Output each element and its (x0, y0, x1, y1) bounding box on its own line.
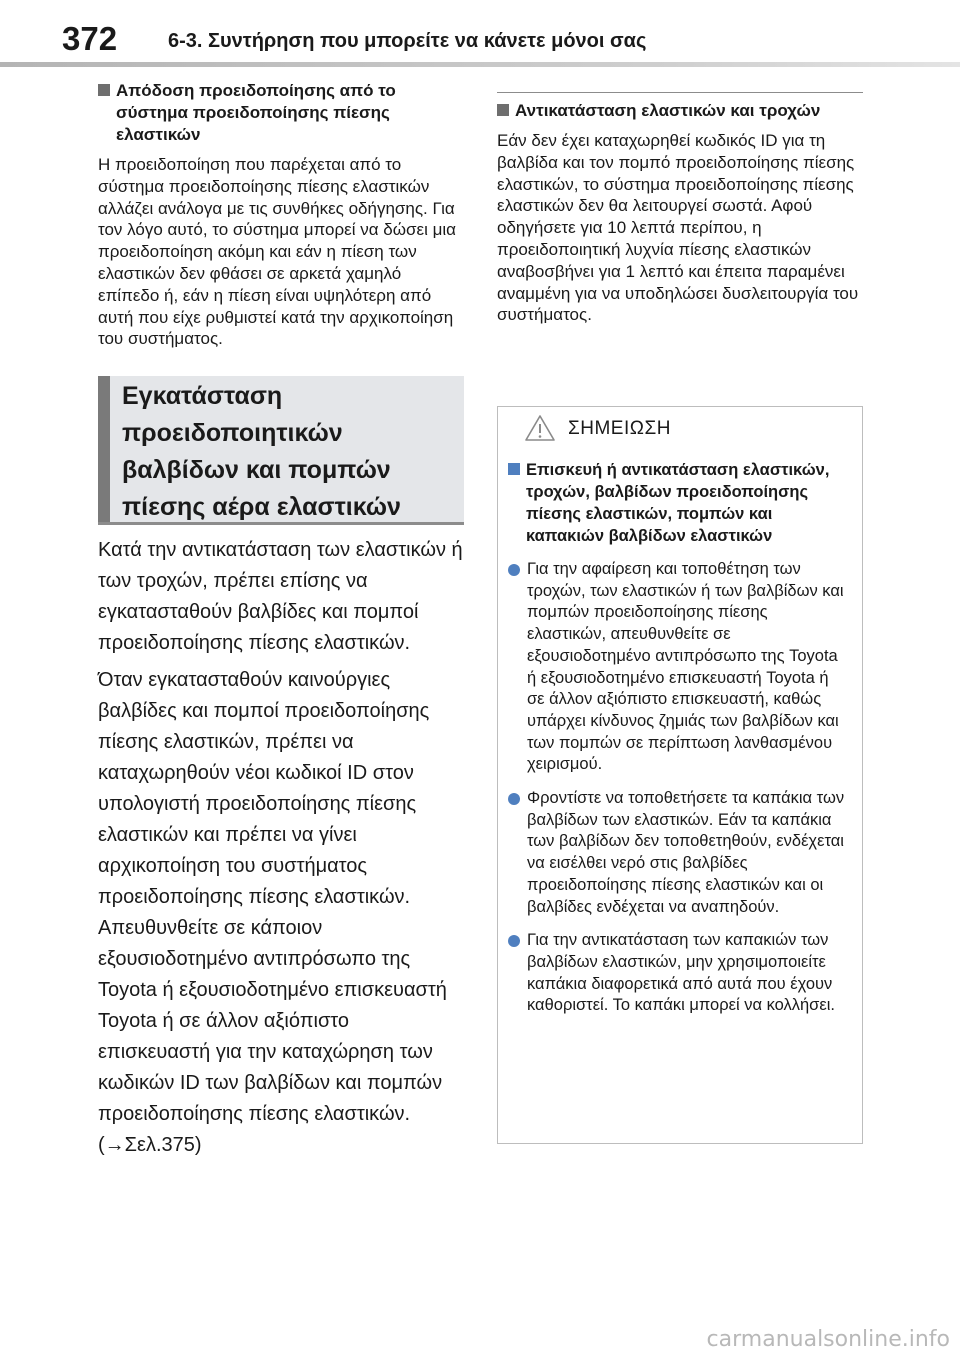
left-column (98, 80, 464, 1167)
info-box-title: Εγκατάσταση προειδοποιητικών βαλβίδων και πομπών πίεσης αέρα ελαστικών (122, 382, 401, 522)
note-item-text: Για την αφαίρεση και τοποθέτηση των τροχών, των ελαστικών ή των βαλβίδων και πομπών προειδοποίησης πίεσης ελαστικών, απευθυνθείτε σε εξουσιοδοτημένο αντιπρόσωπο της Toyota ή εξουσιοδοτημένο επισκευαστή Toyota ή σε άλλον αξιόπιστο επισκευαστή, καθώς υπάρχει κίνδυνος ζημιάς των βαλβίδων και των πομπών σε περίπτωση λανθασμένου χειρισμού. (527, 560, 844, 774)
paragraph (98, 665, 464, 1161)
tire-replacement-section (497, 100, 863, 326)
section-heading-text: Απόδοση προειδοποίησης από το σύστημα προειδοποίησης πίεσης ελαστικών (116, 81, 396, 144)
note-header (498, 407, 862, 447)
warning-triangle-icon (524, 413, 556, 443)
square-bullet-icon (98, 84, 110, 96)
page-reference-link[interactable]: (→Σελ.375) (98, 1134, 202, 1157)
square-bullet-icon (497, 104, 509, 116)
header-divider (0, 62, 960, 67)
note-list-item (508, 559, 848, 776)
watermark: carmanualsonline.info (706, 1327, 950, 1352)
circle-bullet-icon (508, 564, 520, 576)
page-header (0, 0, 960, 80)
note-list-item (508, 788, 848, 918)
circle-bullet-icon (508, 793, 520, 805)
chapter-title: 6-3. Συντήρηση που μπορείτε να κάνετε μόνοι σας (168, 30, 647, 52)
info-box-accent-bar (98, 376, 110, 522)
section-body: Η προειδοποίηση που παρέχεται από το σύστημα προειδοποίησης πίεσης ελαστικών αλλάζει ανάλογα με τις συνθήκες οδήγησης. Για τον λόγο αυτό, το σύστημα μπορεί να δώσει μια προειδοποίηση ακόμη και εάν η πίεση των ελαστικών δεν φθάσει σε αρκετά χαμηλό επίπεδο ή, εάν η πίεση είναι υψηλότερη από αυτή που είχε ρυθμιστεί κατά την αρχικοποίηση του συστήματος. (98, 155, 456, 349)
square-bullet-icon (508, 463, 520, 475)
circle-bullet-icon (508, 935, 520, 947)
section-heading-tire-replacement (497, 100, 863, 122)
note-title: ΣΗΜΕΙΩΣΗ (568, 418, 671, 439)
paragraph-text: Όταν εγκατασταθούν καινούργιες βαλβίδες και πομποί προειδοποίησης πίεσης ελαστικών, πρέπει να καταχωρηθούν νέοι κωδικοί ID στον υπολογιστή προειδοποίησης πίεσης ελαστικών και πρέπει να γίνει αρχικοποίηση του συστήματος προειδοποίησης πίεσης ελαστικών. Απευθυνθείτε σε κάποιον εξουσιοδοτημένο αντιπρόσωπο της Toyota ή εξουσιοδοτημένο επισκευαστή Toyota ή σε άλλον αξιόπιστο επισκευαστή για την καταχώρηση των κωδικών ID των βαλβίδων και πομπών προειδοποίησης πίεσης ελαστικών. (98, 669, 447, 1126)
note-item-text: Φροντίστε να τοποθετήσετε τα καπάκια των βαλβίδων των ελαστικών. Εάν τα καπάκια των βαλβίδων δεν τοποθετηθούν, ενδέχεται να εισέλθει νερό στις βαλβίδες προειδοποίησης πίεσης ελαστικών και οι βαλβίδες ενδέχεται να αναπηδούν. (527, 789, 845, 916)
note-heading-text: Επισκευή ή αντικατάσταση ελαστικών, τροχών, βαλβίδων προειδοποίησης πίεσης ελαστικών, πομπών και καπακιών βαλβίδων ελαστικών (526, 461, 830, 545)
section-body: Εάν δεν έχει καταχωρηθεί κωδικός ID για τη βαλβίδα και τον πομπό προειδοποίησης πίεσης ελαστικών, το σύστημα προειδοποίησης πίεσης ελαστικών δεν θα λειτουργεί σωστά. Αφού οδηγήσετε για 10 λεπτά περίπου, η προειδοποιητική λυχνία πίεσης ελαστικών αναβοσβήνει για 1 λεπτό και έπειτα παραμένει αναμμένη για να υποδηλώσει δυσλειτουργία του συστήματος. (497, 131, 859, 325)
paragraph: Κατά την αντικατάσταση των ελαστικών ή των τροχών, πρέπει επίσης να εγκατασταθούν βαλβίδες και πομποί προειδοποίησης πίεσης ελαστικών. (98, 539, 463, 655)
page-number: 372 (62, 20, 118, 57)
note-heading (508, 459, 848, 547)
note-item-text: Για την αντικατάσταση των καπακιών των βαλβίδων ελαστικών, μην χρησιμοποιείτε καπάκια διαφορετικά από αυτά που έχουν καθοριστεί. Το καπάκι μπορεί να κολλήσει. (527, 931, 835, 1015)
info-box (98, 376, 464, 525)
section-heading-warning-performance (98, 80, 464, 146)
note-box (497, 406, 863, 1144)
note-content (508, 459, 848, 1017)
note-list-item (508, 930, 848, 1017)
section-divider (497, 92, 863, 93)
section-heading-text: Αντικατάσταση ελαστικών και τροχών (515, 101, 821, 120)
main-text (98, 535, 464, 1161)
